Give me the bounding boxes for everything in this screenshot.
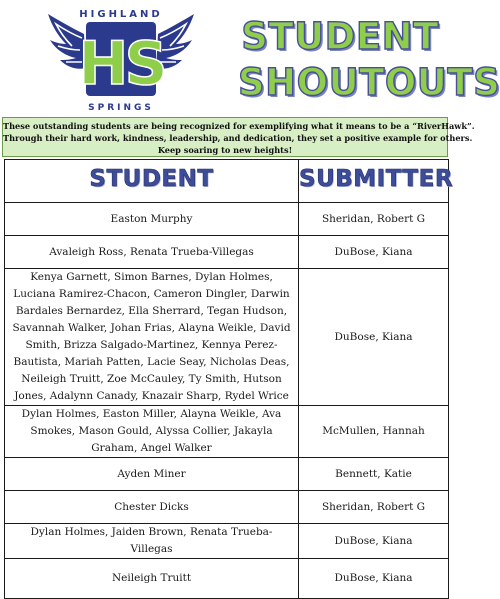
intro-banner <box>2 117 475 157</box>
submitter-cell: Bennett, Katie <box>299 458 449 491</box>
table-row <box>5 559 449 599</box>
title-line-2: SHOUTOUTS <box>238 61 500 104</box>
table-row <box>5 458 449 491</box>
submitter-cell: DuBose, Kiana <box>299 236 449 269</box>
logo-bottom-text: SPRINGS <box>88 103 154 113</box>
submitter-cell: McMullen, Hannah <box>299 406 449 458</box>
highland-springs-logo <box>46 6 196 116</box>
submitter-cell: DuBose, Kiana <box>299 269 449 406</box>
students-cell: Neileigh Truitt <box>5 559 299 599</box>
students-cell: Chester Dicks <box>5 491 299 524</box>
table-row <box>5 406 449 458</box>
table-row <box>5 491 449 524</box>
logo-top-text: HIGHLAND <box>79 9 163 20</box>
submitter-column-header: SUBMITTER <box>299 160 449 203</box>
title-line-1: STUDENT <box>241 15 439 58</box>
header <box>0 0 500 116</box>
submitter-cell: DuBose, Kiana <box>299 524 449 559</box>
students-cell: Ayden Miner <box>5 458 299 491</box>
shoutouts-table <box>4 159 454 599</box>
table-row <box>5 524 449 559</box>
table-row <box>5 269 449 406</box>
banner-line-2: Through their hard work, kindness, leadership, and dedication, they set a positive example for others. <box>3 133 473 143</box>
students-cell: Easton Murphy <box>5 203 299 236</box>
table-header-row <box>5 160 449 203</box>
students-cell: Kenya Garnett, Simon Barnes, Dylan Holmes, Luciana Ramirez-Chacon, Cameron Dingler, Darwin Bardales Bernardez, Ella Sherrard, Tegan Hudson, Savannah Walker, Johan Frias, Alayna Weikle, David Smith, Brizza Salgado-Martinez, Kennya Perez-Bautista, Mariah Patten, Lacie Seay, Nicholas Deas, Neileigh Truitt, Zoe McCauley, Ty Smith, Hutson Jones, Adalynn Canady, Knazair Sharp, Rydel Wrice <box>5 269 299 406</box>
table-row <box>5 236 449 269</box>
students-cell: Dylan Holmes, Jaiden Brown, Renata Trueba-Villegas <box>5 524 299 559</box>
students-cell: Avaleigh Ross, Renata Trueba-Villegas <box>5 236 299 269</box>
submitter-cell: Sheridan, Robert G <box>299 203 449 236</box>
table-row <box>5 203 449 236</box>
banner-line-3: Keep soaring to new heights! <box>157 145 293 155</box>
students-cell: Dylan Holmes, Easton Miller, Alayna Weikle, Ava Smokes, Mason Gould, Alyssa Collier, Jakayla Graham, Angel Walker <box>5 406 299 458</box>
page-title <box>238 14 500 106</box>
student-column-header: STUDENT <box>5 160 299 203</box>
banner-line-1: These outstanding students are being recognized for exemplifying what it means to be a “RiverHawk”. <box>3 121 475 131</box>
logo-monogram: HS <box>78 29 164 99</box>
submitter-cell: Sheridan, Robert G <box>299 491 449 524</box>
submitter-cell: DuBose, Kiana <box>299 559 449 599</box>
